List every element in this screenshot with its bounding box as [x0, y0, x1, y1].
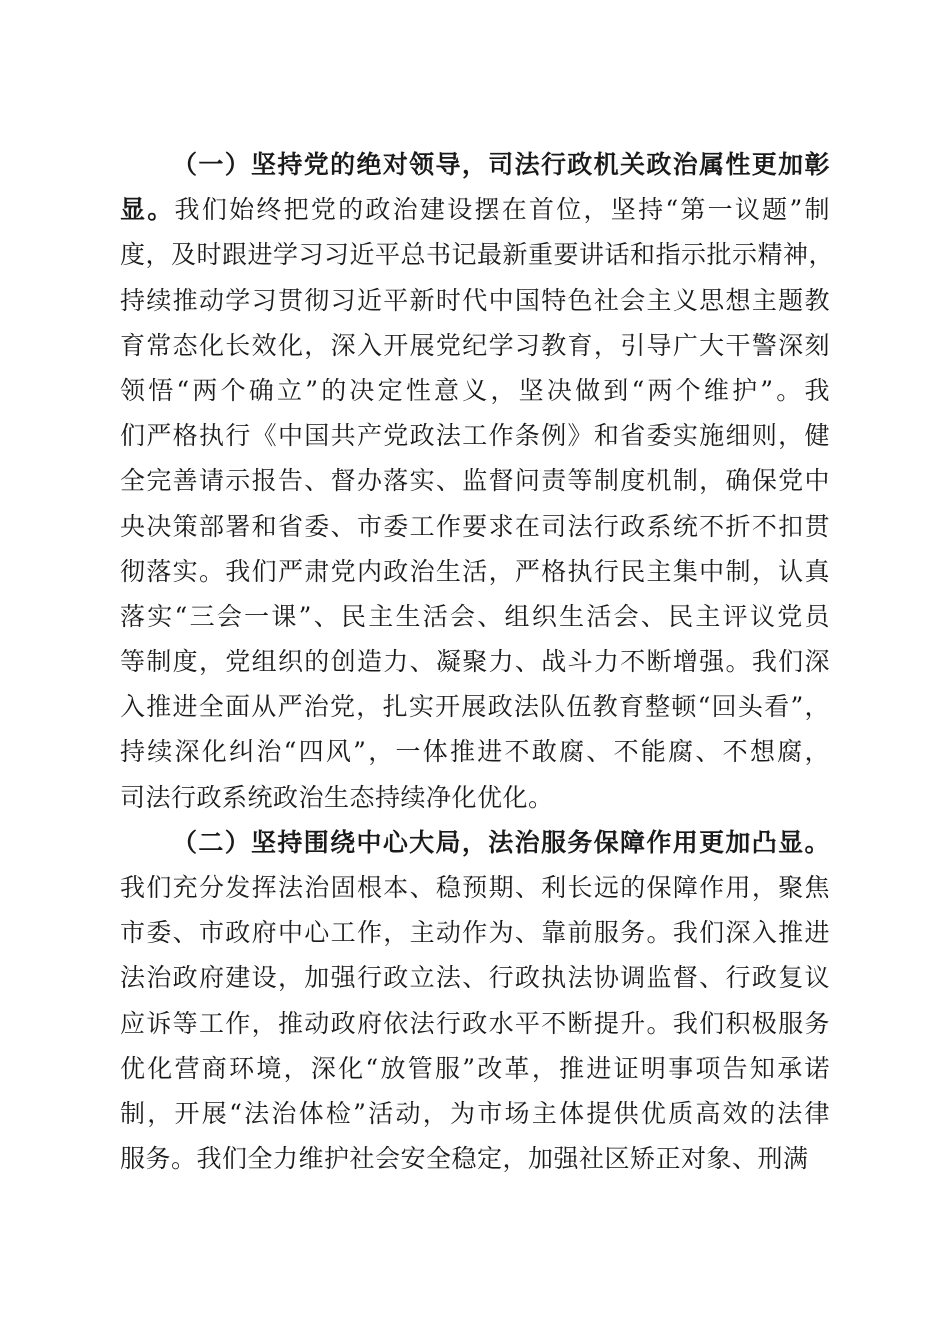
- body-text: 度，及时跟进学习习近平总书记最新重要讲话和指示批示精神，: [120, 240, 835, 270]
- body-text: 们严格执行《中国共产党政法工作条例》和省委实施细则，健: [120, 421, 830, 451]
- body-text: 持续推动学习贯彻习近平新时代中国特色社会主义思想主题教: [120, 285, 830, 315]
- paragraph: [120, 142, 835, 820]
- text-line: [120, 1001, 830, 1046]
- section-heading: （二）坚持围绕中心大局，法治服务保障作用更加凸显。: [172, 827, 830, 857]
- body-text: 等制度，党组织的创造力、凝聚力、战斗力不断增强。我们深: [120, 647, 830, 677]
- body-text: 落实“三会一课”、民主生活会、组织生活会、民主评议党员: [120, 601, 830, 631]
- text-line: [120, 458, 830, 503]
- text-line: [120, 413, 830, 458]
- text-line: [120, 323, 830, 368]
- paragraph: [120, 820, 830, 1182]
- text-line: [120, 729, 830, 774]
- document-body: [120, 142, 835, 1181]
- text-line: [120, 1091, 830, 1136]
- body-text: 我们始终把党的政治建设摆在首位，坚持“第一议题”制: [174, 195, 830, 225]
- text-line: [120, 910, 830, 955]
- text-line: [120, 639, 830, 684]
- body-text: 服务。我们全力维护社会安全稳定，加强社区矫正对象、刑满: [120, 1144, 809, 1174]
- body-text: 入推进全面从严治党，扎实开展政法队伍教育整顿“回头看”，: [120, 692, 830, 722]
- body-text: 央决策部署和省委、市委工作要求在司法行政系统不折不扣贯: [120, 511, 830, 541]
- text-line: [120, 1136, 830, 1181]
- text-line: [120, 955, 830, 1000]
- body-text: 市委、市政府中心工作，主动作为、靠前服务。我们深入推进: [120, 918, 830, 948]
- body-text: 领悟“两个确立”的决定性意义，坚决做到“两个维护”。我: [120, 375, 830, 405]
- text-line: [120, 504, 830, 549]
- body-text: 应诉等工作，推动政府依法行政水平不断提升。我们积极服务: [120, 1008, 830, 1038]
- text-line: [120, 865, 830, 910]
- section-heading: （一）坚持党的绝对领导，司法行政机关政治属性更加彰: [172, 150, 830, 179]
- text-line: [120, 232, 835, 277]
- text-line: [120, 684, 830, 729]
- body-text: 全完善请示报告、督办落实、监督问责等制度机制，确保党中: [120, 466, 830, 496]
- body-text: 优化营商环境，深化“放管服”改革，推进证明事项告知承诺: [120, 1053, 830, 1083]
- body-text: 法治政府建设，加强行政立法、行政执法协调监督、行政复议: [120, 963, 830, 993]
- body-text: 制，开展“法治体检”活动，为市场主体提供优质高效的法律: [120, 1098, 830, 1128]
- body-text: 持续深化纠治“四风”，一体推进不敢腐、不能腐、不想腐，: [120, 737, 830, 767]
- text-line: [120, 278, 830, 323]
- body-text: 彻落实。我们严肃党内政治生活，严格执行民主集中制，认真: [120, 556, 830, 586]
- text-line: [120, 820, 830, 865]
- text-line: [120, 549, 830, 594]
- body-text: 育常态化长效化，深入开展党纪学习教育，引导广大干警深刻: [120, 330, 830, 360]
- section-heading: 显。: [120, 195, 175, 225]
- text-line: [120, 368, 830, 413]
- text-line: [120, 187, 830, 232]
- text-line: [120, 1046, 830, 1091]
- text-line: [120, 775, 830, 820]
- body-text: 我们充分发挥法治固根本、稳预期、利长远的保障作用，聚焦: [120, 873, 830, 902]
- body-text: 司法行政系统政治生态持续净化优化。: [120, 782, 554, 812]
- text-line: [120, 594, 830, 639]
- text-line: [120, 142, 830, 187]
